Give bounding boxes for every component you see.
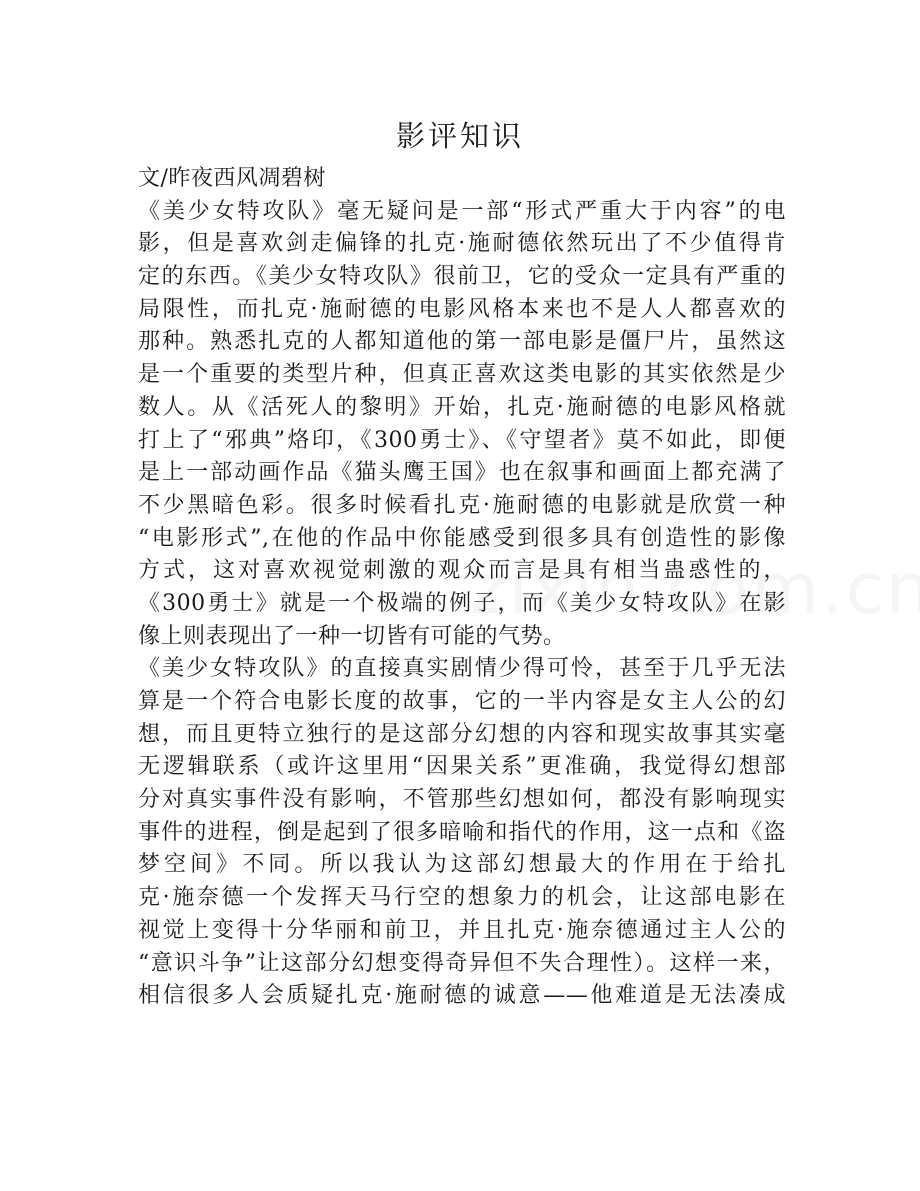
text-line: 不少黑暗色彩。很多时候看扎克·施耐德的电影就是欣赏一种: [138, 492, 786, 518]
text-line: 定的东西。《美少女特攻队》很前卫，它的受众一定具有严重的: [138, 264, 786, 290]
paragraph-1: [138, 196, 786, 654]
text-line: 相信很多人会质疑扎克·施耐德的诚意——他难道是无法凑成: [138, 983, 786, 1009]
text-line: “意识斗争”让这部分幻想变得奇异但不失合理性）。这样一来，: [138, 950, 786, 976]
text-line: 局限性，而扎克·施耐德的电影风格本来也不是人人都喜欢的: [138, 296, 786, 322]
text-line: 那种。熟悉扎克的人都知道他的第一部电影是僵尸片，虽然这: [138, 329, 786, 355]
document-body: [138, 163, 786, 1013]
document-title: 影评知识: [395, 119, 524, 153]
text-line: “电影形式”,在他的作品中你能感受到很多具有创造性的影像: [138, 525, 786, 551]
byline: 文/昨夜西风凋碧树: [138, 166, 326, 191]
text-line: 像上则表现出了一种一切皆有可能的气势。: [138, 623, 566, 649]
text-line: 事件的进程，倒是起到了很多暗喻和指代的作用，这一点和《盗: [138, 819, 786, 845]
text-line: 想，而且更特立独行的是这部分幻想的内容和现实故事其实毫: [138, 721, 786, 747]
text-line: 是一个重要的类型片种，但真正喜欢这类电影的其实依然是少: [138, 362, 786, 388]
text-line: 梦空间》不同。所以我认为这部幻想最大的作用在于给扎: [138, 852, 786, 878]
text-line: 克·施奈德一个发挥天马行空的想象力的机会，让这部电影在: [138, 885, 786, 911]
text-line: 影，但是喜欢剑走偏锋的扎克·施耐德依然玩出了不少值得肯: [138, 231, 786, 257]
text-line: 《美少女特攻队》的直接真实剧情少得可怜，甚至于几乎无法: [138, 656, 786, 682]
text-line: 数人。从《活死人的黎明》开始，扎克·施耐德的电影风格就: [138, 394, 786, 420]
text-line: 无逻辑联系（或许这里用“因果关系”更准确，我觉得幻想部: [138, 754, 786, 780]
text-line: 《美少女特攻队》毫无疑问是一部“形式严重大于内容”的电: [138, 198, 786, 224]
text-line: 算是一个符合电影长度的故事，它的一半内容是女主人公的幻: [138, 689, 786, 714]
text-line: 是上一部动画作品《猫头鹰王国》也在叙事和画面上都充满了: [138, 460, 786, 486]
text-line: 分对真实事件没有影响，不管那些幻想如何，都没有影响现实: [138, 787, 786, 813]
paragraph-2: [138, 653, 786, 1013]
text-line: 方式，这对喜欢视觉刺激的观众而言是具有相当蛊惑性的，: [138, 558, 786, 584]
text-line: 打上了“邪典”烙印，《300勇士》、《守望者》莫不如此，即便: [138, 427, 786, 453]
text-line: 《300勇士》就是一个极端的例子，而《美少女特攻队》在影: [138, 590, 786, 616]
text-line: 视觉上变得十分华丽和前卫，并且扎克·施奈德通过主人公的: [138, 917, 786, 943]
